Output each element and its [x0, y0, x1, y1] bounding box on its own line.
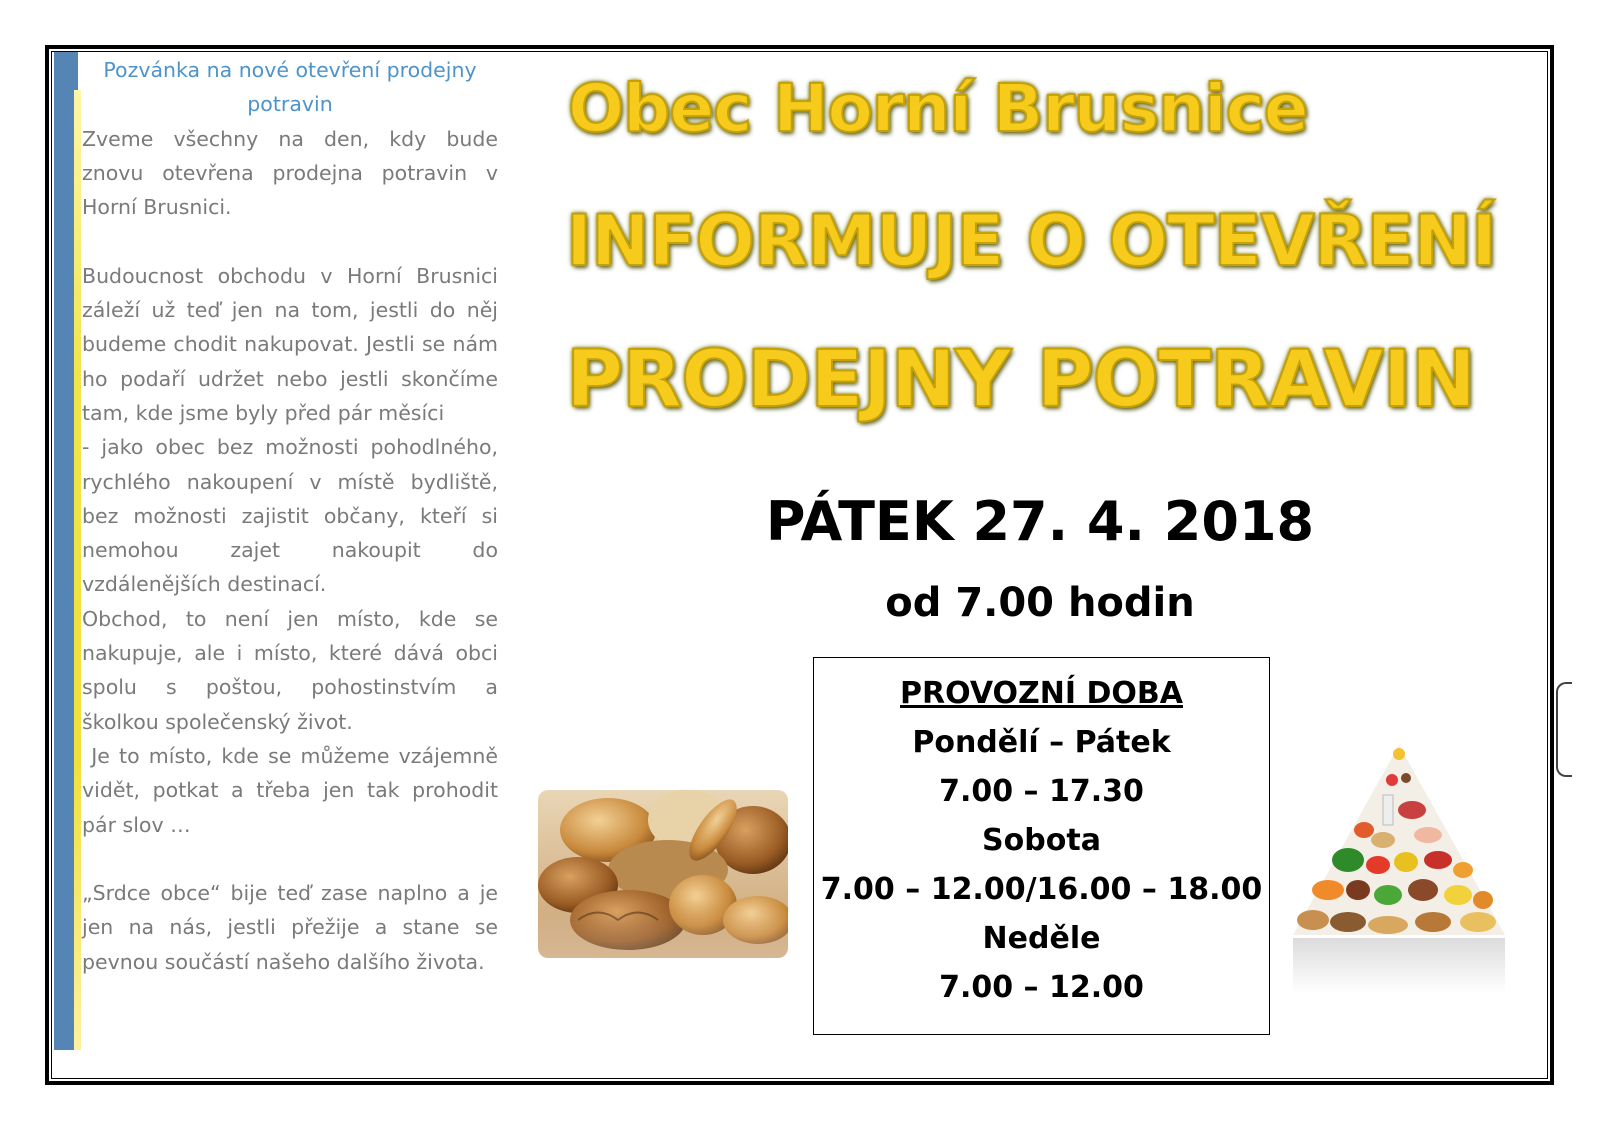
opening-hours-title: PROVOZNÍ DOBA [900, 676, 1183, 711]
weekdays-label: Pondělí – Pátek [912, 725, 1171, 760]
headline-store: PRODEJNY POTRAVIN [566, 335, 1475, 425]
sidebar-title: Pozvánka na nové otevření prodejny potravin [103, 58, 477, 117]
event-time: od 7.00 hodin [885, 580, 1195, 626]
sidebar-invitation [82, 53, 505, 979]
sidebar-paragraph-1: Zveme všechny na den, kdy bude znovu otevřena prodejna potravin v Horní Brusnici. [82, 126, 498, 220]
sidebar-paragraph-4-end: školkou společenský život. [82, 709, 353, 734]
sidebar-paragraph-4: Obchod, to není jen místo, kde se nakupuje, ale i místo, které dává obci spolu s poštou, pohostinstvím a [82, 606, 498, 700]
saturday-time: 7.00 – 12.00/16.00 – 18.00 [820, 872, 1263, 907]
side-scroll-tab[interactable] [1556, 682, 1572, 777]
saturday-label: Sobota [982, 823, 1101, 858]
weekdays-time: 7.00 – 17.30 [939, 774, 1144, 809]
sunday-time: 7.00 – 12.00 [939, 970, 1144, 1005]
headline-village: Obec Horní Brusnice [568, 70, 1308, 147]
sidebar-paragraph-5: Je to místo, kde se můžeme vzájemně vidět, potkat a třeba jen tak prohodit pár slov … [82, 743, 505, 837]
food-pyramid-image [1288, 740, 1510, 1000]
sidebar-paragraph-6: „Srdce obce“ bije teď zase naplno a je jen na nás, jestli přežije a stane se pevnou součástí našeho dalšího života. [82, 881, 498, 974]
sidebar-yellow-bar [74, 90, 81, 1050]
headline-informs: INFORMUJE O OTEVŘENÍ [566, 200, 1497, 282]
sidebar-paragraph-3: - jako obec bez možnosti pohodlného, rychlého nakoupení v místě bydliště, bez možnosti zajistit občany, kteří si nemohou zajet nakoupit do [82, 435, 498, 563]
opening-hours-box [813, 657, 1270, 1035]
event-date: PÁTEK 27. 4. 2018 [765, 490, 1315, 553]
sidebar-paragraph-2: Budoucnost obchodu v Horní Brusnici záleží už teď jen na tom, jestli do něj budeme chodit nakupovat. Jestli se nám ho podaří udržet nebo jestli skončíme tam, kde jsme byly před pár měsíci [82, 263, 498, 425]
sunday-label: Neděle [982, 921, 1101, 956]
bread-basket-image [538, 790, 788, 958]
sidebar-paragraph-3-end: vzdálenějších destinací. [82, 572, 327, 597]
